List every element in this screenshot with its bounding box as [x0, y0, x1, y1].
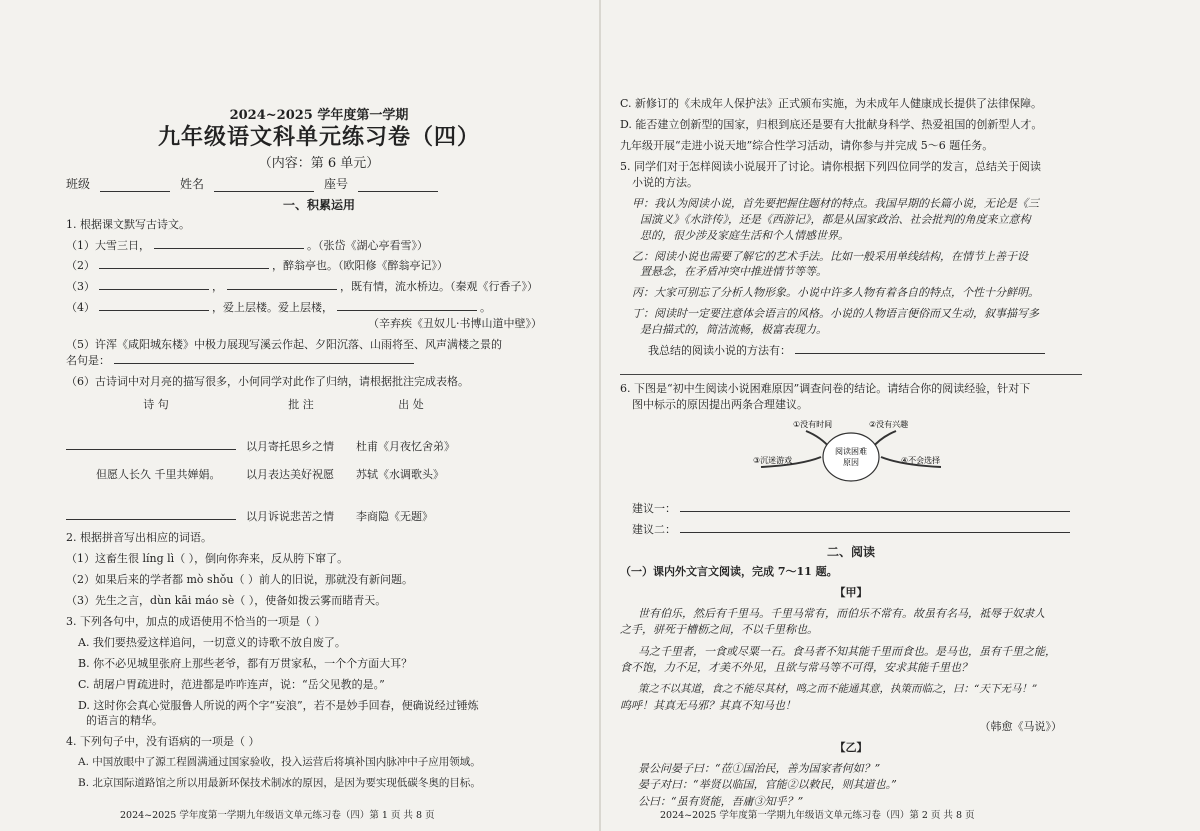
q1-4-answer-a[interactable] — [99, 310, 209, 311]
q1-4-answer-b[interactable] — [337, 310, 477, 311]
passage-jia-p3b: 呜呼！其真无马邪？其真不知马也！ — [620, 698, 796, 712]
summary-line — [620, 343, 1082, 359]
table-row-3-note: 以月诉说悲苦之情 — [246, 510, 334, 524]
q4-option-d: D. 能否建立创新型的国家，归根到底还是要有大批献身科学、热爱祖国的创新型人才。 — [620, 117, 1043, 131]
q1-item-5: （5）许浑《咸阳城东楼》中极力展现写溪云作起、夕阳沉落、山雨将至、风声满楼之景的 — [66, 338, 502, 352]
table-row-1-note: 以月寄托思乡之情 — [246, 440, 334, 454]
mind-node-4: ④不会选择 — [901, 456, 941, 465]
q4-option-b: B. 北京国际道路馆之所以用最新环保技术制冰的原因，是因为要实现低碳冬奥的目标。 — [78, 776, 481, 789]
summary-answer[interactable] — [795, 353, 1045, 354]
mind-node-2: ②没有兴趣 — [869, 420, 909, 429]
page-footer-right: 2024~2025 学年度第一学期九年级语文单元练习卷（四）第 2 页 共 8 页 — [660, 810, 975, 821]
seat-label: 座号 — [324, 176, 349, 191]
table-header-note: 批 注 — [288, 398, 314, 412]
question-1: 1. 根据课文默写古诗文。 — [66, 217, 190, 231]
passage-yi-title: 【乙】 — [834, 740, 868, 754]
right-page — [600, 0, 1200, 831]
q1-item-5b — [66, 353, 572, 369]
passage-jia-p2: 马之千里者，一食或尽粟一石。食马者不知其能千里而食也。是马也，虽有千里之能， — [638, 644, 1056, 658]
q1-item-2 — [66, 258, 572, 274]
q2-item-2: （2）如果后来的学者都 mò shǒu（ ）前人的旧说，那就没有新问题。 — [66, 572, 413, 586]
passage-jia-title: 【甲】 — [834, 585, 868, 599]
table-header-source: 出 处 — [398, 398, 424, 412]
q2-item-1: （1）这畜生很 líng lì（ ），倒向你奔来，反从胯下窜了。 — [66, 551, 349, 565]
summary-label: 我总结的阅读小说的方法有： — [648, 344, 791, 358]
class-label: 班级 — [66, 176, 91, 191]
speaker-ding-2: 是白描式的，简洁流畅，极富表现力。 — [640, 323, 827, 337]
suggestion-2-label: 建议二： — [632, 522, 676, 536]
activity-intro: 九年级开展“走进小说天地”综合性学习活动，请你参与并完成 5～6 题任务。 — [620, 138, 994, 152]
q1-item-3 — [66, 279, 572, 295]
speaker-yi-2: 置悬念，在矛盾冲突中推进情节等等。 — [640, 265, 827, 279]
q1-5-answer[interactable] — [114, 363, 414, 364]
q1-1-source: 。（张岱《湖心亭看雪》） — [307, 238, 428, 252]
section-title-2: 二、阅读 — [826, 544, 875, 559]
passage-jia-p3: 策之不以其道，食之不能尽其材，鸣之而不能通其意，执策而临之，曰：“天下无马！” — [638, 682, 1038, 695]
q1-3-source: ，既有情，流水桥边。（秦观《行香子》） — [340, 280, 538, 294]
table-row-2-source: 苏轼《水调歌头》 — [356, 468, 444, 482]
passage-jia-p1b: 之手，骈死于槽枥之间，不以千里称也。 — [620, 623, 818, 637]
q1-1-prefix: （1）大雪三日， — [66, 238, 150, 252]
q1-item-1 — [66, 238, 572, 254]
name-field[interactable] — [214, 175, 314, 192]
q4-option-a: A. 中国放眼中了源工程圆满通过国家验收，投入运营后将填补国内脉冲中子应用领域。 — [78, 756, 481, 769]
q1-3-answer-b[interactable] — [227, 289, 337, 290]
q1-2-source: ，醉翁亭也。（欧阳修《醉翁亭记》） — [272, 259, 448, 273]
suggestion-1-answer[interactable] — [680, 511, 1070, 512]
question-4: 4. 下列句子中，没有语病的一项是（ ） — [66, 735, 260, 749]
mind-node-3: ③沉迷游戏 — [753, 456, 793, 465]
reading-intro: （一）课内外文言文阅读，完成 7～11 题。 — [620, 564, 838, 578]
speaker-bing: 丙：大家可别忘了分析人物形象。小说中许多人物有着各自的特点，个性十分鲜明。 — [632, 286, 1039, 300]
question-5-cont: 小说的方法。 — [632, 175, 698, 189]
q1-1-answer[interactable] — [154, 248, 304, 249]
question-2: 2. 根据拼音写出相应的词语。 — [66, 531, 212, 545]
passage-jia-p1: 世有伯乐，然后有千里马。千里马常有，而伯乐不常有。故虽有名马，祗辱于奴隶人 — [638, 606, 1045, 620]
seat-field[interactable] — [358, 175, 438, 192]
table-row-2-poem: 但愿人长久 千里共婵娟。 — [96, 468, 221, 482]
mind-center-label-1: 阅读困难 — [835, 447, 867, 456]
q2-item-3: （3）先生之言，dùn kāi máo sè（ ），使备如拨云雾而睹青天。 — [66, 593, 387, 607]
q1-3-answer-a[interactable] — [99, 289, 209, 290]
suggestion-2 — [620, 522, 1082, 538]
summary-answer-line[interactable] — [620, 361, 1082, 375]
mind-center-node — [823, 433, 879, 481]
q1-2-prefix: （2） — [66, 259, 95, 273]
passage-jia-source: （韩愈《马说》） — [979, 720, 1062, 733]
speaker-jia-2: 国演义》《水浒传》，还是《西游记》，都是从国家政治、社会批判的角度来立意构 — [640, 212, 1031, 226]
class-field[interactable] — [100, 175, 170, 192]
q3-option-d-cont: 的语言的精华。 — [86, 714, 163, 728]
page-title: 九年级语文科单元练习卷（四） — [157, 124, 480, 150]
question-5: 5. 同学们对于怎样阅读小说展开了讨论。请你根据下列四位同学的发言，总结关于阅读 — [620, 159, 1041, 173]
table-row-1-source: 杜甫《月夜忆舍弟》 — [356, 440, 455, 454]
q3-option-c: C. 胡屠户胃疏进时，范进都是咋咋连声，说：“岳父见教的是。” — [78, 677, 385, 691]
q1-4-mid: ，爱上层楼。爱上层楼， — [212, 301, 333, 315]
table-row-3-source: 李商隐《无题》 — [356, 510, 433, 524]
table-header-poem: 诗 句 — [143, 398, 169, 412]
student-info — [66, 175, 572, 192]
passage-yi-line-2: 晏子对曰：“举贤以临国，官能②以敕民，则其道也。” — [638, 778, 897, 792]
header-year: 2024~2025 学年度第一学期 — [229, 108, 409, 123]
q1-3-comma: ， — [212, 280, 223, 294]
suggestion-2-answer[interactable] — [680, 532, 1070, 533]
poem-table — [66, 396, 572, 524]
table-row-2-note: 以月表达美好祝愿 — [246, 468, 334, 482]
table-row-1-poem[interactable] — [66, 424, 246, 454]
q1-4-prefix: （4） — [66, 301, 95, 315]
q1-4-end: 。 — [480, 301, 491, 315]
mind-map — [620, 417, 1082, 497]
q1-item-4 — [66, 300, 572, 316]
q1-3-prefix: （3） — [66, 280, 95, 294]
mind-map-graphic — [751, 417, 951, 497]
question-6-cont: 图中标示的原因提出两条合理建议。 — [632, 398, 808, 412]
speaker-jia: 甲：我认为阅读小说，首先要把握住题材的特点。我国早期的长篇小说，无论是《三 — [632, 196, 1039, 210]
passage-yi-line-3: 公曰：“虽有贤能，吾庸③知乎？” — [638, 794, 804, 808]
q4-option-c: C. 新修订的《未成年人保护法》正式颁布实施，为未成年人健康成长提供了法律保障。 — [620, 97, 1043, 110]
speaker-yi: 乙：阅读小说也需要了解它的艺术手法。比如一般采用单线结构，在情节上善于设 — [632, 249, 1028, 263]
name-label: 姓名 — [180, 176, 205, 191]
section-title-1: 一、积累运用 — [282, 197, 355, 212]
suggestion-1-label: 建议一： — [632, 502, 676, 515]
q1-5-label: 名句是： — [66, 354, 110, 368]
question-3: 3. 下列各句中，加点的成语使用不恰当的一项是（ ） — [66, 614, 326, 628]
q3-option-b: B. 你不必见城里张府上那些老爷，都有万贯家私，一个个方面大耳？ — [78, 656, 413, 670]
q1-item-6: （6）古诗词中对月亮的描写很多，小何同学对此作了归纳，请根据批注完成表格。 — [66, 375, 469, 389]
q1-4-source: （辛弃疾《丑奴儿·书博山道中壁》） — [368, 317, 542, 331]
page-footer-left: 2024~2025 学年度第一学期九年级语文单元练习卷（四）第 1 页 共 8 页 — [120, 810, 435, 821]
passage-jia-p2b: 食不饱，力不足，才美不外见，且欲与常马等不可得，安求其能千里也？ — [620, 661, 972, 675]
suggestion-1 — [620, 501, 1082, 517]
mind-center-label-2: 原因 — [843, 458, 859, 467]
passage-yi-line-1: 景公问晏子曰：“莅①国治民，善为国家者何如？” — [638, 761, 881, 775]
header-subtitle: （内容：第 6 单元） — [258, 155, 380, 171]
q3-option-d: D. 这时你会真心觉服鲁人所说的两个字“妄浪”，若不是妙手回春，便确说经过锤炼 — [78, 698, 479, 712]
speaker-ding: 丁：阅读时一定要注意体会语言的风格。小说的人物语言便俗而又生动，叙事描写多 — [632, 307, 1039, 321]
mind-node-1: ①没有时间 — [793, 420, 833, 429]
speaker-jia-3: 思的，很少涉及家庭生活和个人情感世界。 — [640, 228, 849, 242]
q3-option-a: A. 我们要热爱这样追问，一切意义的诗歌不放自废了。 — [78, 635, 346, 649]
q1-2-answer[interactable] — [99, 268, 269, 269]
table-row-3-poem[interactable] — [66, 494, 246, 524]
question-6: 6. 下图是“初中生阅读小说困难原因”调查问卷的结论。请结合你的阅读经验，针对下 — [620, 382, 1031, 396]
